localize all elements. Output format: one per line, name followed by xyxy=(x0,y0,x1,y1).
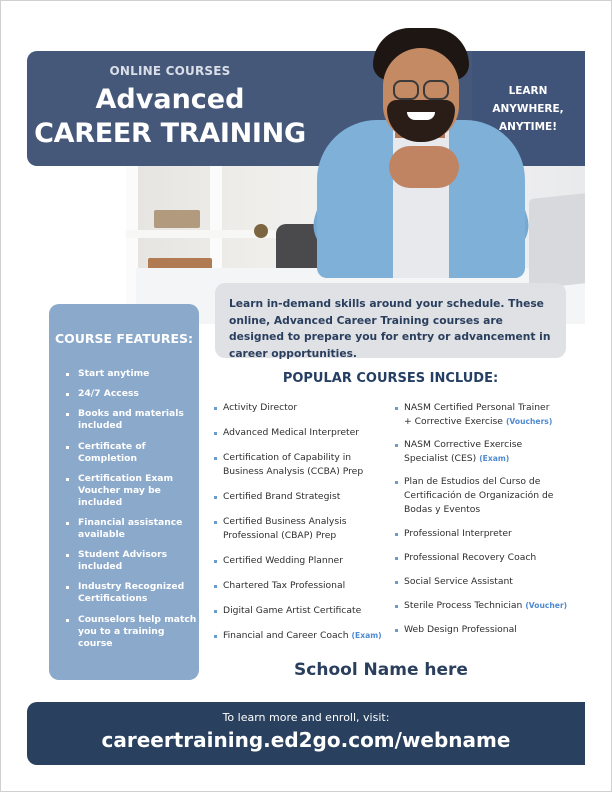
course-item: Sterile Process Technician (Voucher) xyxy=(394,599,579,613)
shelf-board xyxy=(126,230,296,238)
tagline-line: ANYTIME! xyxy=(499,121,557,133)
footer-url-link[interactable]: careertraining.ed2go.com/webname xyxy=(101,728,511,752)
course-item: Digital Game Artist Certificate xyxy=(213,604,393,618)
course-item: Plan de Estudios del Curso de Certificación de Organización de Bodas y Eventos xyxy=(394,475,569,517)
voucher-tag: (Voucher) xyxy=(525,601,568,610)
header-title-line2: CAREER TRAINING xyxy=(34,118,306,149)
feature-item: Certification Exam Voucher may be included xyxy=(64,473,199,509)
course-item: Advanced Medical Interpreter xyxy=(213,426,393,440)
globe xyxy=(254,224,268,238)
course-item: NASM Corrective Exercise Specialist (CES) (Exam) xyxy=(394,438,554,466)
smile xyxy=(407,112,435,120)
course-item: Activity Director xyxy=(213,401,393,415)
smiling-man-photo xyxy=(315,28,527,278)
feature-item: Industry Recognized Certifications xyxy=(64,581,199,605)
course-item: Financial and Career Coach (Exam) xyxy=(213,629,393,643)
popular-courses-title: POPULAR COURSES INCLUDE: xyxy=(282,371,499,386)
course-item: Professional Interpreter xyxy=(394,527,579,541)
exam-tag: (Exam) xyxy=(479,454,510,463)
course-item: Professional Recovery Coach xyxy=(394,551,579,565)
courses-column-2 xyxy=(394,401,579,647)
course-item: Social Service Assistant xyxy=(394,575,579,589)
course-features-list xyxy=(64,368,199,658)
header-kicker: ONLINE COURSES xyxy=(109,64,231,78)
voucher-tag: (Vouchers) xyxy=(505,417,553,426)
school-name: School Name here xyxy=(294,660,468,680)
intro-text: Learn in-demand skills around your schedule. These online, Advanced Career Training courses are designed to prepare you for entry or advancement in career opportunities. xyxy=(229,297,551,360)
exam-tag: (Exam) xyxy=(351,631,382,640)
feature-item: 24/7 Access xyxy=(64,388,199,400)
course-item: Certified Wedding Planner xyxy=(213,554,393,568)
feature-item: Student Advisors included xyxy=(64,549,199,573)
tagline-line: LEARN xyxy=(508,85,548,97)
feature-item: Start anytime xyxy=(64,368,199,380)
course-item: Web Design Professional xyxy=(394,623,579,637)
laptop xyxy=(529,193,585,289)
course-item: Certified Brand Strategist xyxy=(213,490,393,504)
course-item: Certified Business Analysis Professional (CBAP) Prep xyxy=(213,515,363,543)
course-item: NASM Certified Personal Trainer + Corrective Exercise (Vouchers) xyxy=(394,401,554,429)
feature-item: Counselors help match you to a training course xyxy=(64,614,199,650)
hands xyxy=(389,146,459,188)
tagline-line: ANYWHERE, xyxy=(492,103,564,115)
feature-item: Financial assistance available xyxy=(64,517,199,541)
feature-item: Certificate of Completion xyxy=(64,441,199,465)
courses-column-1 xyxy=(213,401,393,654)
course-features-title: COURSE FEATURES: xyxy=(54,331,194,346)
footer-cta-text: To learn more and enroll, visit: xyxy=(222,711,390,724)
course-item: Certification of Capability in Business Analysis (CCBA) Prep xyxy=(213,451,383,479)
course-item: Chartered Tax Professional xyxy=(213,579,393,593)
feature-item: Books and materials included xyxy=(64,408,199,432)
tagline xyxy=(478,82,578,136)
header-title-line1: Advanced xyxy=(95,84,245,115)
books xyxy=(154,210,200,228)
glasses xyxy=(393,80,449,98)
